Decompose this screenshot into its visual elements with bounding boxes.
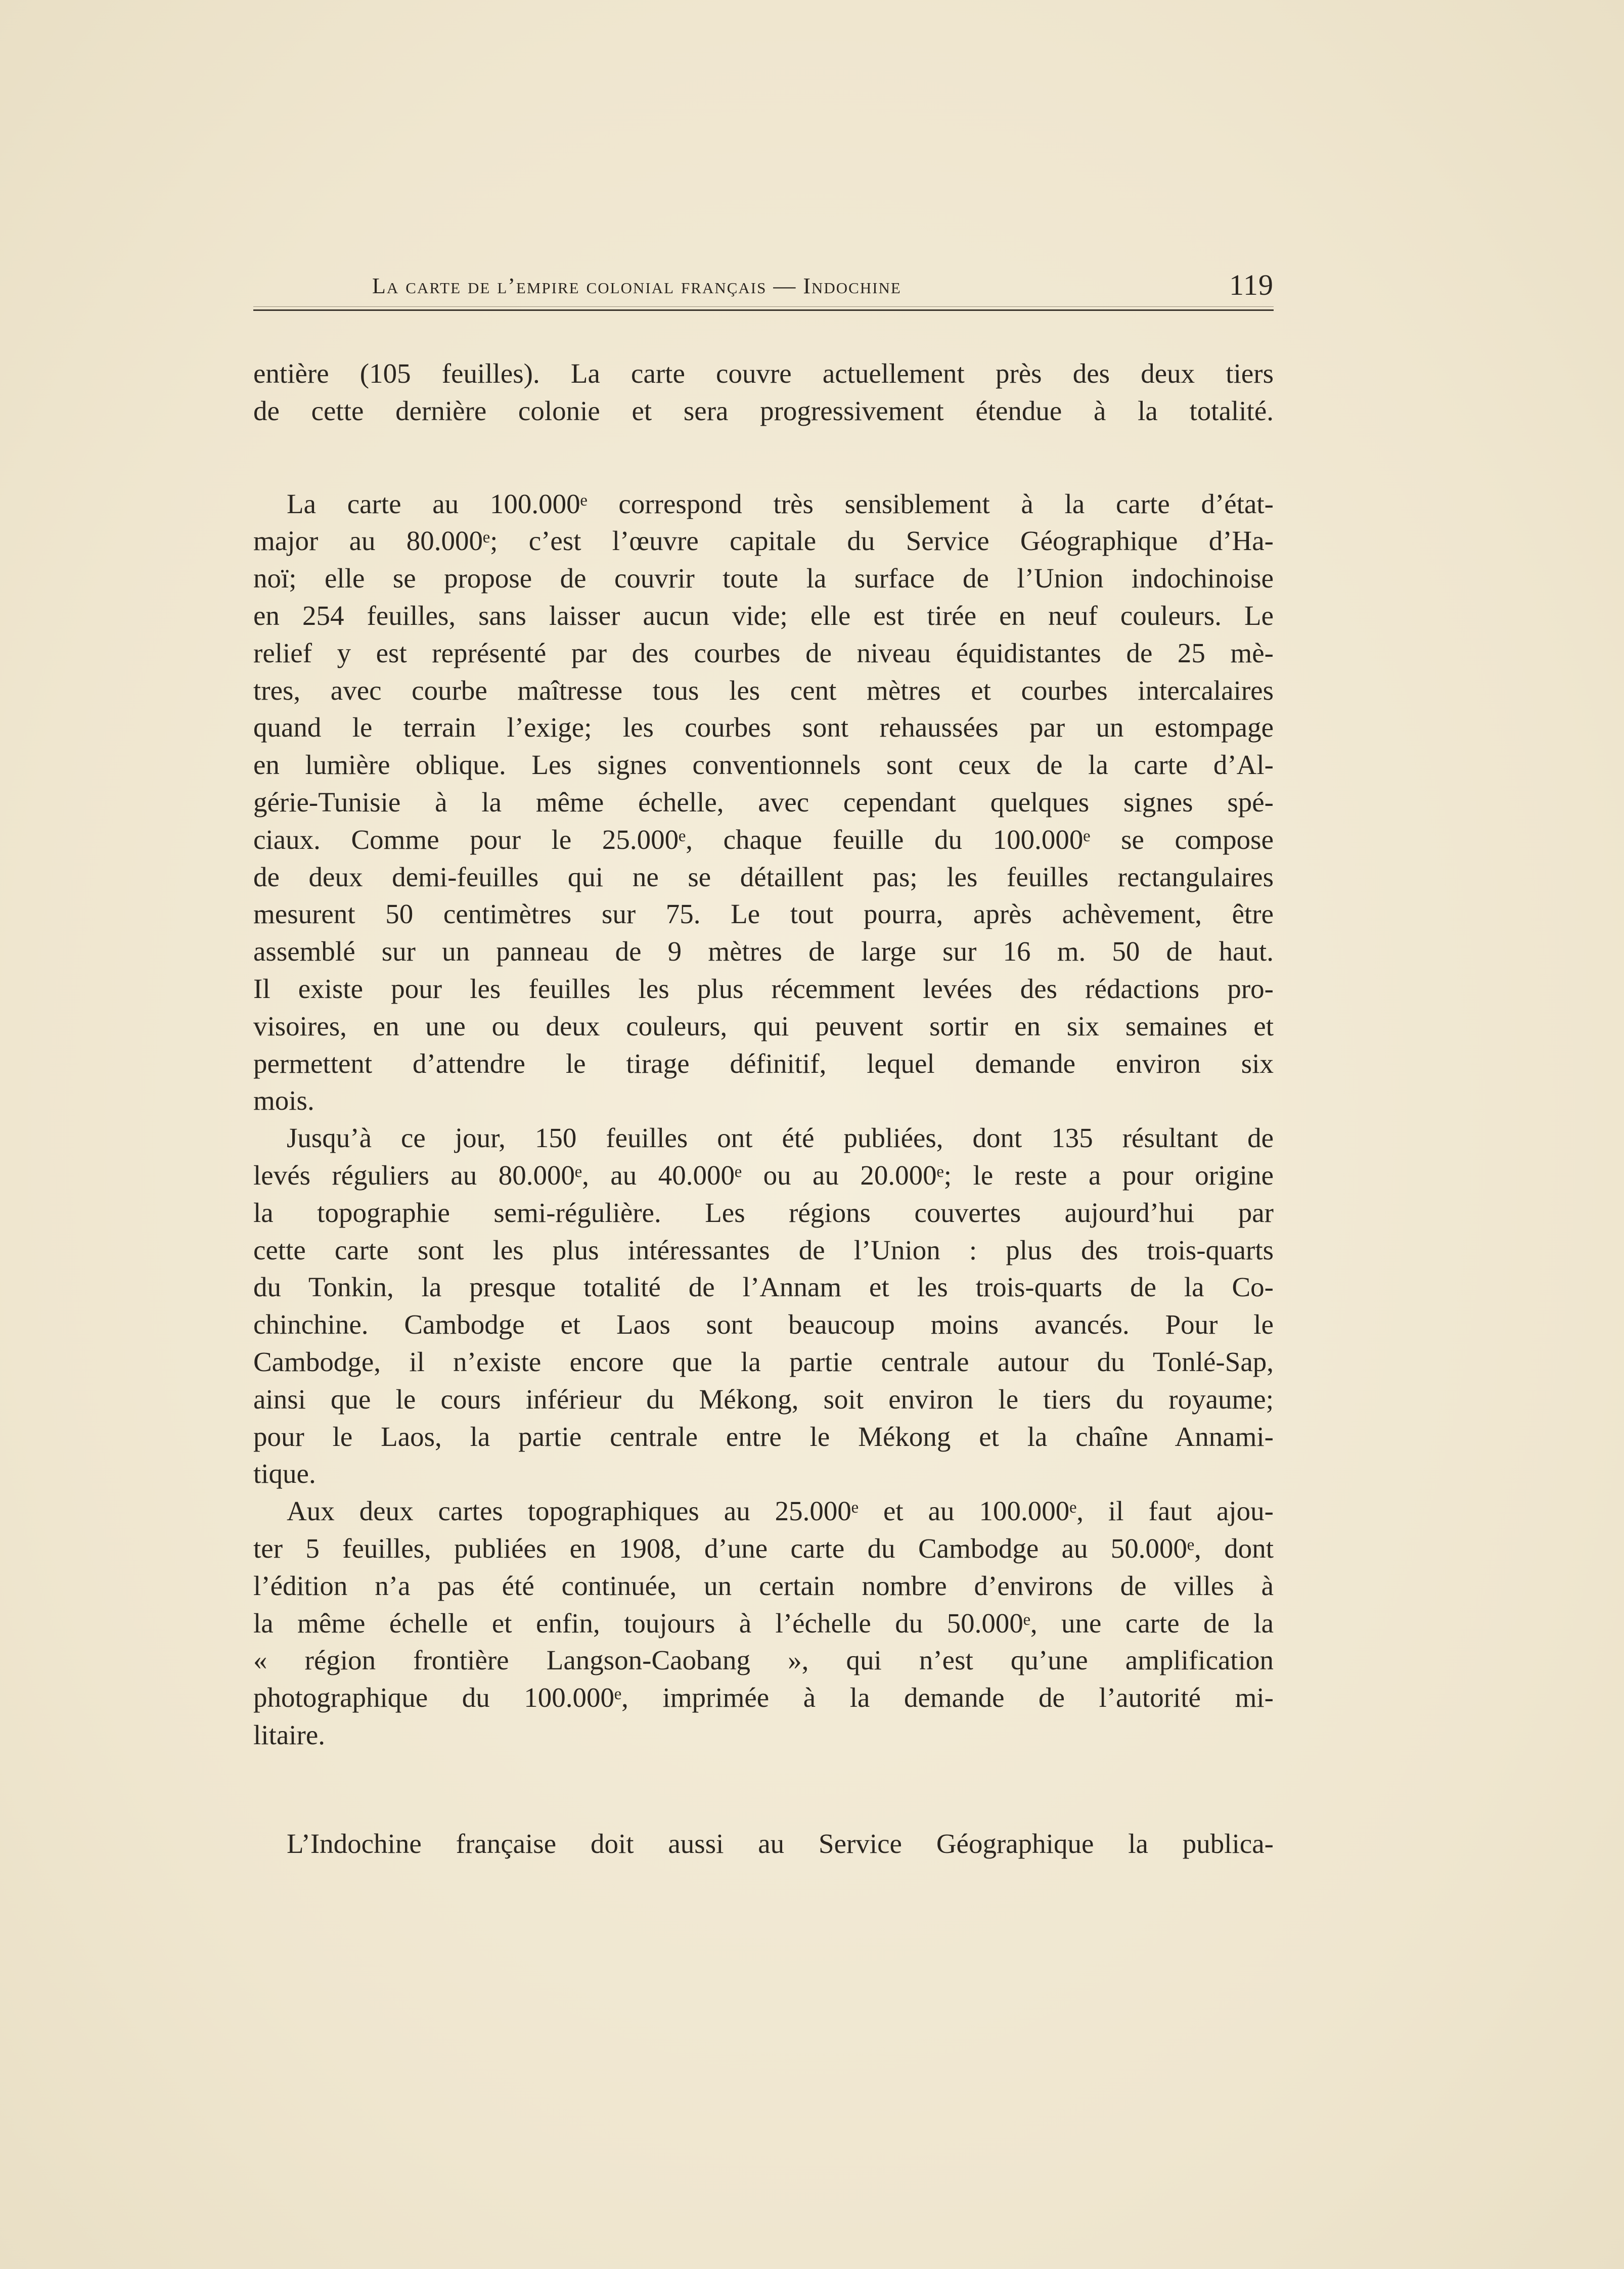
text-line: l’édition n’a pas été continuée, un certain nombre d’environs de villes à bbox=[253, 1570, 1274, 1601]
page-number: 119 bbox=[1229, 268, 1274, 301]
text-line: en lumière oblique. Les signes conventionnels sont ceux de la carte d’Al- bbox=[253, 749, 1274, 781]
text-line: Cambodge, il n’existe encore que la partie centrale autour du Tonlé-Sap, bbox=[253, 1346, 1274, 1377]
text-line: de cette dernière colonie et sera progressivement étendue à la totalité. bbox=[253, 395, 1274, 426]
text-line: ciaux. Comme pour le 25.000ᵉ, chaque feuille du 100.000ᵉ se compose bbox=[253, 824, 1274, 855]
text-line: L’Indochine française doit aussi au Service Géographique la publica- bbox=[287, 1828, 1274, 1859]
text-line: permettent d’attendre le tirage définitif, lequel demande environ six bbox=[253, 1048, 1274, 1079]
text-line: levés réguliers au 80.000ᵉ, au 40.000ᵉ ou au 20.000ᵉ; le reste a pour origine bbox=[253, 1159, 1274, 1191]
text-line: ter 5 feuilles, publiées en 1908, d’une carte du Cambodge au 50.000ᵉ, dont bbox=[253, 1532, 1274, 1564]
text-line: pour le Laos, la partie centrale entre le Mékong et la chaîne Annami- bbox=[253, 1421, 1274, 1452]
text-line: tres, avec courbe maîtresse tous les cent mètres et courbes intercalaires bbox=[253, 674, 1274, 706]
paragraph bbox=[253, 1825, 1274, 1863]
text-line: assemblé sur un panneau de 9 mètres de large sur 16 m. 50 de haut. bbox=[253, 936, 1274, 967]
text-line: litaire. bbox=[253, 1719, 326, 1750]
paragraph bbox=[253, 485, 1274, 1120]
text-line: photographique du 100.000ᵉ, imprimée à la demande de l’autorité mi- bbox=[253, 1682, 1274, 1713]
text-line: tique. bbox=[253, 1458, 316, 1489]
text-line: quand le terrain l’exige; les courbes sont rehaussées par un estompage bbox=[253, 712, 1274, 743]
running-header bbox=[253, 268, 1274, 303]
text-line: visoires, en une ou deux couleurs, qui peuvent sortir en six semaines et bbox=[253, 1010, 1274, 1041]
text-line: cette carte sont les plus intéressantes de l’Union : plus des trois-quarts bbox=[253, 1234, 1274, 1265]
body-text bbox=[253, 355, 1274, 1862]
text-line: La carte au 100.000ᵉ correspond très sensiblement à la carte d’état- bbox=[287, 488, 1274, 519]
header-rule bbox=[253, 309, 1274, 311]
paragraph bbox=[253, 1492, 1274, 1754]
text-line: de deux demi-feuilles qui ne se détaillent pas; les feuilles rectangulaires bbox=[253, 861, 1274, 892]
paragraph bbox=[253, 355, 1274, 430]
text-line: la topographie semi-régulière. Les régions couvertes aujourd’hui par bbox=[253, 1197, 1274, 1228]
text-line: gérie-Tunisie à la même échelle, avec cependant quelques signes spé- bbox=[253, 786, 1274, 818]
text-line: ainsi que le cours inférieur du Mékong, soit environ le tiers du royaume; bbox=[253, 1383, 1274, 1415]
text-line: relief y est représenté par des courbes de niveau équidistantes de 25 mè- bbox=[253, 637, 1274, 668]
text-line: « région frontière Langson-Caobang », qui n’est qu’une amplification bbox=[253, 1645, 1274, 1676]
running-title: La carte de l’empire colonial français — Indochine bbox=[372, 274, 901, 298]
text-line: Il existe pour les feuilles les plus récemment levées des rédactions pro- bbox=[253, 973, 1274, 1004]
text-line: Jusqu’à ce jour, 150 feuilles ont été publiées, dont 135 résultant de bbox=[287, 1122, 1274, 1154]
paragraph bbox=[253, 1119, 1274, 1492]
text-line: mesurent 50 centimètres sur 75. Le tout pourra, après achèvement, être bbox=[253, 898, 1274, 930]
text-line: entière (105 feuilles). La carte couvre actuellement près des deux tiers bbox=[253, 358, 1274, 389]
header-rule-thin bbox=[253, 306, 1274, 307]
text-line: du Tonkin, la presque totalité de l’Annam et les trois-quarts de la Co- bbox=[253, 1272, 1274, 1303]
text-line: Aux deux cartes topographiques au 25.000ᵉ et au 100.000ᵉ, il faut ajou- bbox=[287, 1495, 1274, 1527]
text-line: la même échelle et enfin, toujours à l’échelle du 50.000ᵉ, une carte de la bbox=[253, 1607, 1274, 1639]
text-line: chinchine. Cambodge et Laos sont beaucoup moins avancés. Pour le bbox=[253, 1309, 1274, 1340]
text-line: mois. bbox=[253, 1085, 314, 1116]
text-line: en 254 feuilles, sans laisser aucun vide; elle est tirée en neuf couleurs. Le bbox=[253, 600, 1274, 631]
text-line: major au 80.000ᵉ; c’est l’œuvre capitale du Service Géographique d’Ha- bbox=[253, 525, 1274, 557]
text-line: noï; elle se propose de couvrir toute la surface de l’Union indochinoise bbox=[253, 563, 1274, 594]
